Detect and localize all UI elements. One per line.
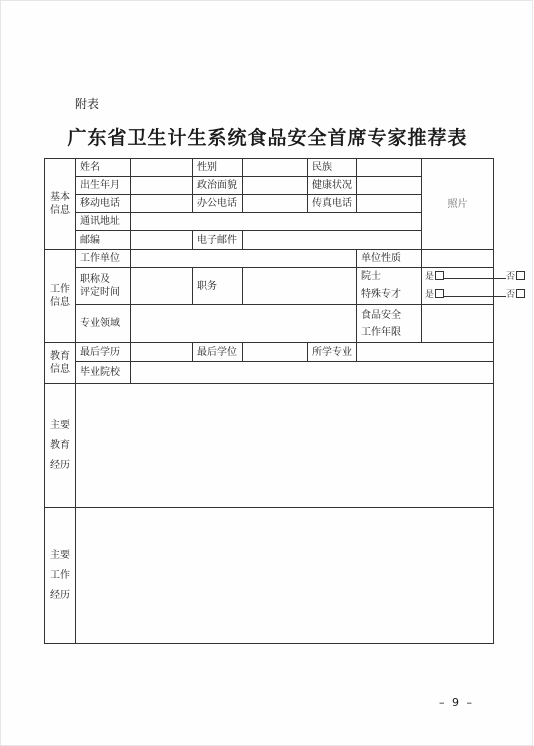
label-field: 专业领域 — [76, 305, 131, 343]
field-email[interactable] — [243, 231, 422, 250]
field-title[interactable] — [131, 268, 193, 305]
field-position[interactable] — [243, 268, 357, 305]
label-office-phone: 办公电话 — [193, 195, 243, 213]
field-fax[interactable] — [357, 195, 422, 213]
attachment-label: 附表 — [75, 97, 100, 111]
label-postcode: 邮编 — [76, 231, 131, 250]
section-work-info: 工作 信息 — [45, 250, 76, 343]
label-political: 政治面貌 — [193, 177, 243, 195]
yes-checkbox[interactable] — [435, 289, 444, 298]
label-school: 毕业院校 — [76, 362, 131, 384]
label-academician: 院士 特殊专才 — [357, 268, 422, 305]
field-highest-edu[interactable] — [131, 343, 193, 362]
label-employer-type: 单位性质 — [357, 250, 422, 268]
label-major: 所学专业 — [308, 343, 357, 362]
field-health[interactable] — [357, 177, 422, 195]
page-number: – 9 – — [439, 696, 474, 709]
field-food-years[interactable] — [422, 305, 494, 343]
field-specialty[interactable] — [131, 305, 357, 343]
label-address: 通讯地址 — [76, 213, 131, 231]
label-name: 姓名 — [76, 159, 131, 177]
label-title: 职称及 评定时间 — [76, 268, 131, 305]
label-health: 健康状况 — [308, 177, 357, 195]
field-address[interactable] — [131, 213, 422, 231]
label-highest-edu: 最后学历 — [76, 343, 131, 362]
no-checkbox[interactable] — [516, 289, 525, 298]
field-birth[interactable] — [131, 177, 193, 195]
section-basic-info: 基本 信息 — [45, 159, 76, 250]
field-highest-degree[interactable] — [243, 343, 308, 362]
field-employer-type[interactable] — [422, 250, 494, 268]
field-main-education[interactable] — [76, 384, 494, 508]
label-food-years: 食品安全 工作年限 — [357, 305, 422, 343]
label-email: 电子邮件 — [193, 231, 243, 250]
checkbox-group — [422, 268, 516, 305]
label-fax: 传真电话 — [308, 195, 357, 213]
label-gender: 性别 — [193, 159, 243, 177]
field-mobile[interactable] — [131, 195, 193, 213]
label-ethnicity: 民族 — [308, 159, 357, 177]
label-employer: 工作单位 — [76, 250, 131, 268]
no-checkbox[interactable] — [516, 271, 525, 280]
section-main-education: 主要 教育 经历 — [45, 384, 76, 508]
field-school[interactable] — [131, 362, 494, 384]
field-employer[interactable] — [131, 250, 357, 268]
label-birth: 出生年月 — [76, 177, 131, 195]
field-ethnicity[interactable] — [357, 159, 422, 177]
field-major[interactable] — [357, 343, 494, 362]
section-main-work: 主要 工作 经历 — [45, 508, 76, 644]
field-name[interactable] — [131, 159, 193, 177]
field-postcode[interactable] — [131, 231, 193, 250]
form-title: 广东省卫生计生系统食品安全首席专家推荐表 — [67, 127, 468, 149]
label-highest-degree: 最后学位 — [193, 343, 243, 362]
label-position: 职务 — [193, 268, 243, 305]
field-main-work[interactable] — [76, 508, 494, 644]
photo-cell[interactable]: 照片 — [422, 159, 494, 250]
yes-checkbox[interactable] — [435, 271, 444, 280]
field-political[interactable] — [243, 177, 308, 195]
label-mobile: 移动电话 — [76, 195, 131, 213]
section-education-info: 教育 信息 — [45, 343, 76, 384]
recommendation-form — [44, 158, 516, 644]
field-office-phone[interactable] — [243, 195, 308, 213]
special-talent-choice: 是 否 — [425, 286, 490, 304]
field-gender[interactable] — [243, 159, 308, 177]
academician-choice: 是 否 — [425, 268, 490, 286]
